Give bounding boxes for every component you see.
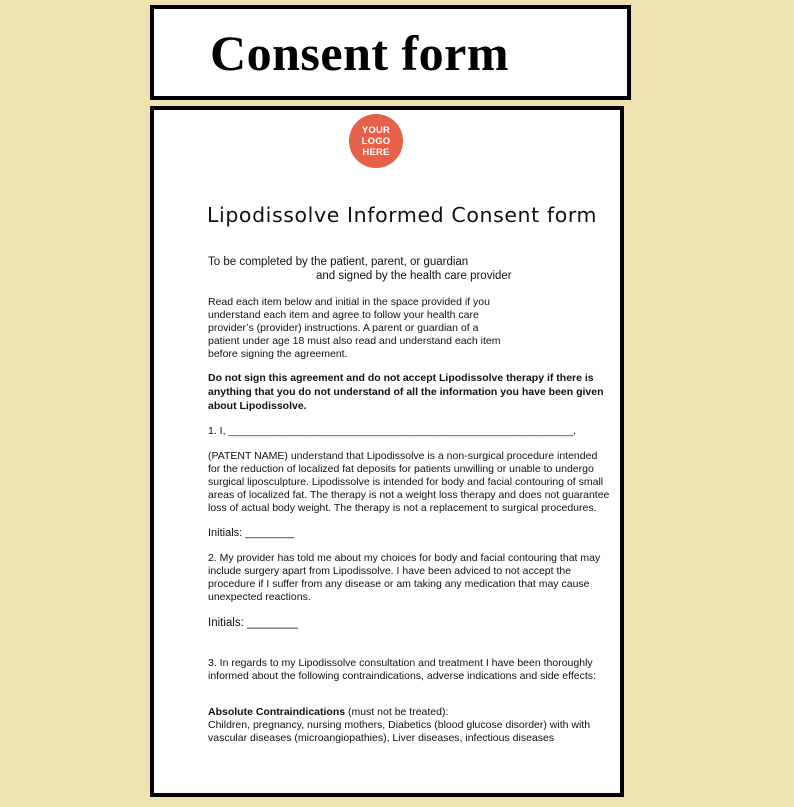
- title-banner: [150, 5, 631, 100]
- instructions-line: provider’s (provider) instructions. A parent or guardian of a: [208, 322, 479, 334]
- patient-name-line: 1. I, ___________________________________________________________,: [208, 425, 576, 437]
- contraindications-line: Children, pregnancy, nursing mothers, Diabetics (blood glucose disorder) with with: [208, 719, 591, 731]
- document-title: Lipodissolve Informed Consent form: [207, 203, 598, 227]
- consent-document: [150, 106, 624, 797]
- contraindications-line: vascular diseases (microangiopathies), Liver diseases, infectious diseases: [208, 732, 555, 744]
- intro-line: To be completed by the patient, parent, or guardian: [208, 256, 469, 268]
- contraindications-note: (must not be treated):: [345, 706, 449, 718]
- logo-placeholder: [349, 114, 403, 168]
- warning-line: about Lipodissolve.: [208, 400, 307, 412]
- item2-line: include surgery apart from Lipodissolve. I have been adviced to not accept the: [208, 565, 572, 577]
- instructions-line: Read each item below and initial in the space provided if you: [208, 296, 490, 308]
- item1-line: for the reduction of localized fat deposits for patients unwilling or unable to undergo: [208, 463, 594, 475]
- item3-line: informed about the following contraindications, adverse indications and side effects:: [208, 670, 596, 682]
- item1-line: loss of actual body weight. The therapy is not a replacement to surgical procedures.: [208, 502, 597, 514]
- item1-line: (PATENT NAME) understand that Lipodissolve is a non-surgical procedure intended: [208, 450, 598, 462]
- contraindications-title: Absolute Contraindications: [208, 706, 346, 718]
- banner-title: Consent form: [210, 25, 510, 81]
- warning-line: Do not sign this agreement and do not accept Lipodissolve therapy if there is: [208, 372, 594, 384]
- logo-text-line: YOUR: [361, 124, 391, 136]
- initials-field: Initials: ________: [208, 527, 295, 539]
- logo-text-line: HERE: [362, 146, 390, 158]
- item2-line: unexpected reactions.: [208, 591, 311, 603]
- item1-line: surgical liposculpture. Lipodissolve is intended for body and facial contouring of small: [208, 476, 604, 488]
- item2-line: procedure if I suffer from any disease or am taking any medication that may cause: [208, 578, 590, 590]
- instructions-line: patient under age 18 must also read and understand each item: [208, 335, 501, 347]
- item2-line: 2. My provider has told me about my choices for body and facial contouring that may: [208, 552, 601, 564]
- item3-line: 3. In regards to my Lipodissolve consultation and treatment I have been thoroughly: [208, 657, 593, 669]
- logo-text-line: LOGO: [361, 135, 391, 147]
- contraindications-heading: [208, 706, 448, 719]
- instructions-line: before signing the agreement.: [208, 348, 348, 360]
- instructions-line: understand each item and agree to follow your health care: [208, 309, 479, 321]
- intro-line: and signed by the health care provider: [316, 270, 512, 282]
- warning-line: anything that you do not understand of all the information you have been given: [208, 386, 604, 398]
- initials-field: Initials: ________: [208, 617, 299, 629]
- item1-line: areas of localized fat. The therapy is not a weight loss therapy and does not guarantee: [208, 489, 610, 501]
